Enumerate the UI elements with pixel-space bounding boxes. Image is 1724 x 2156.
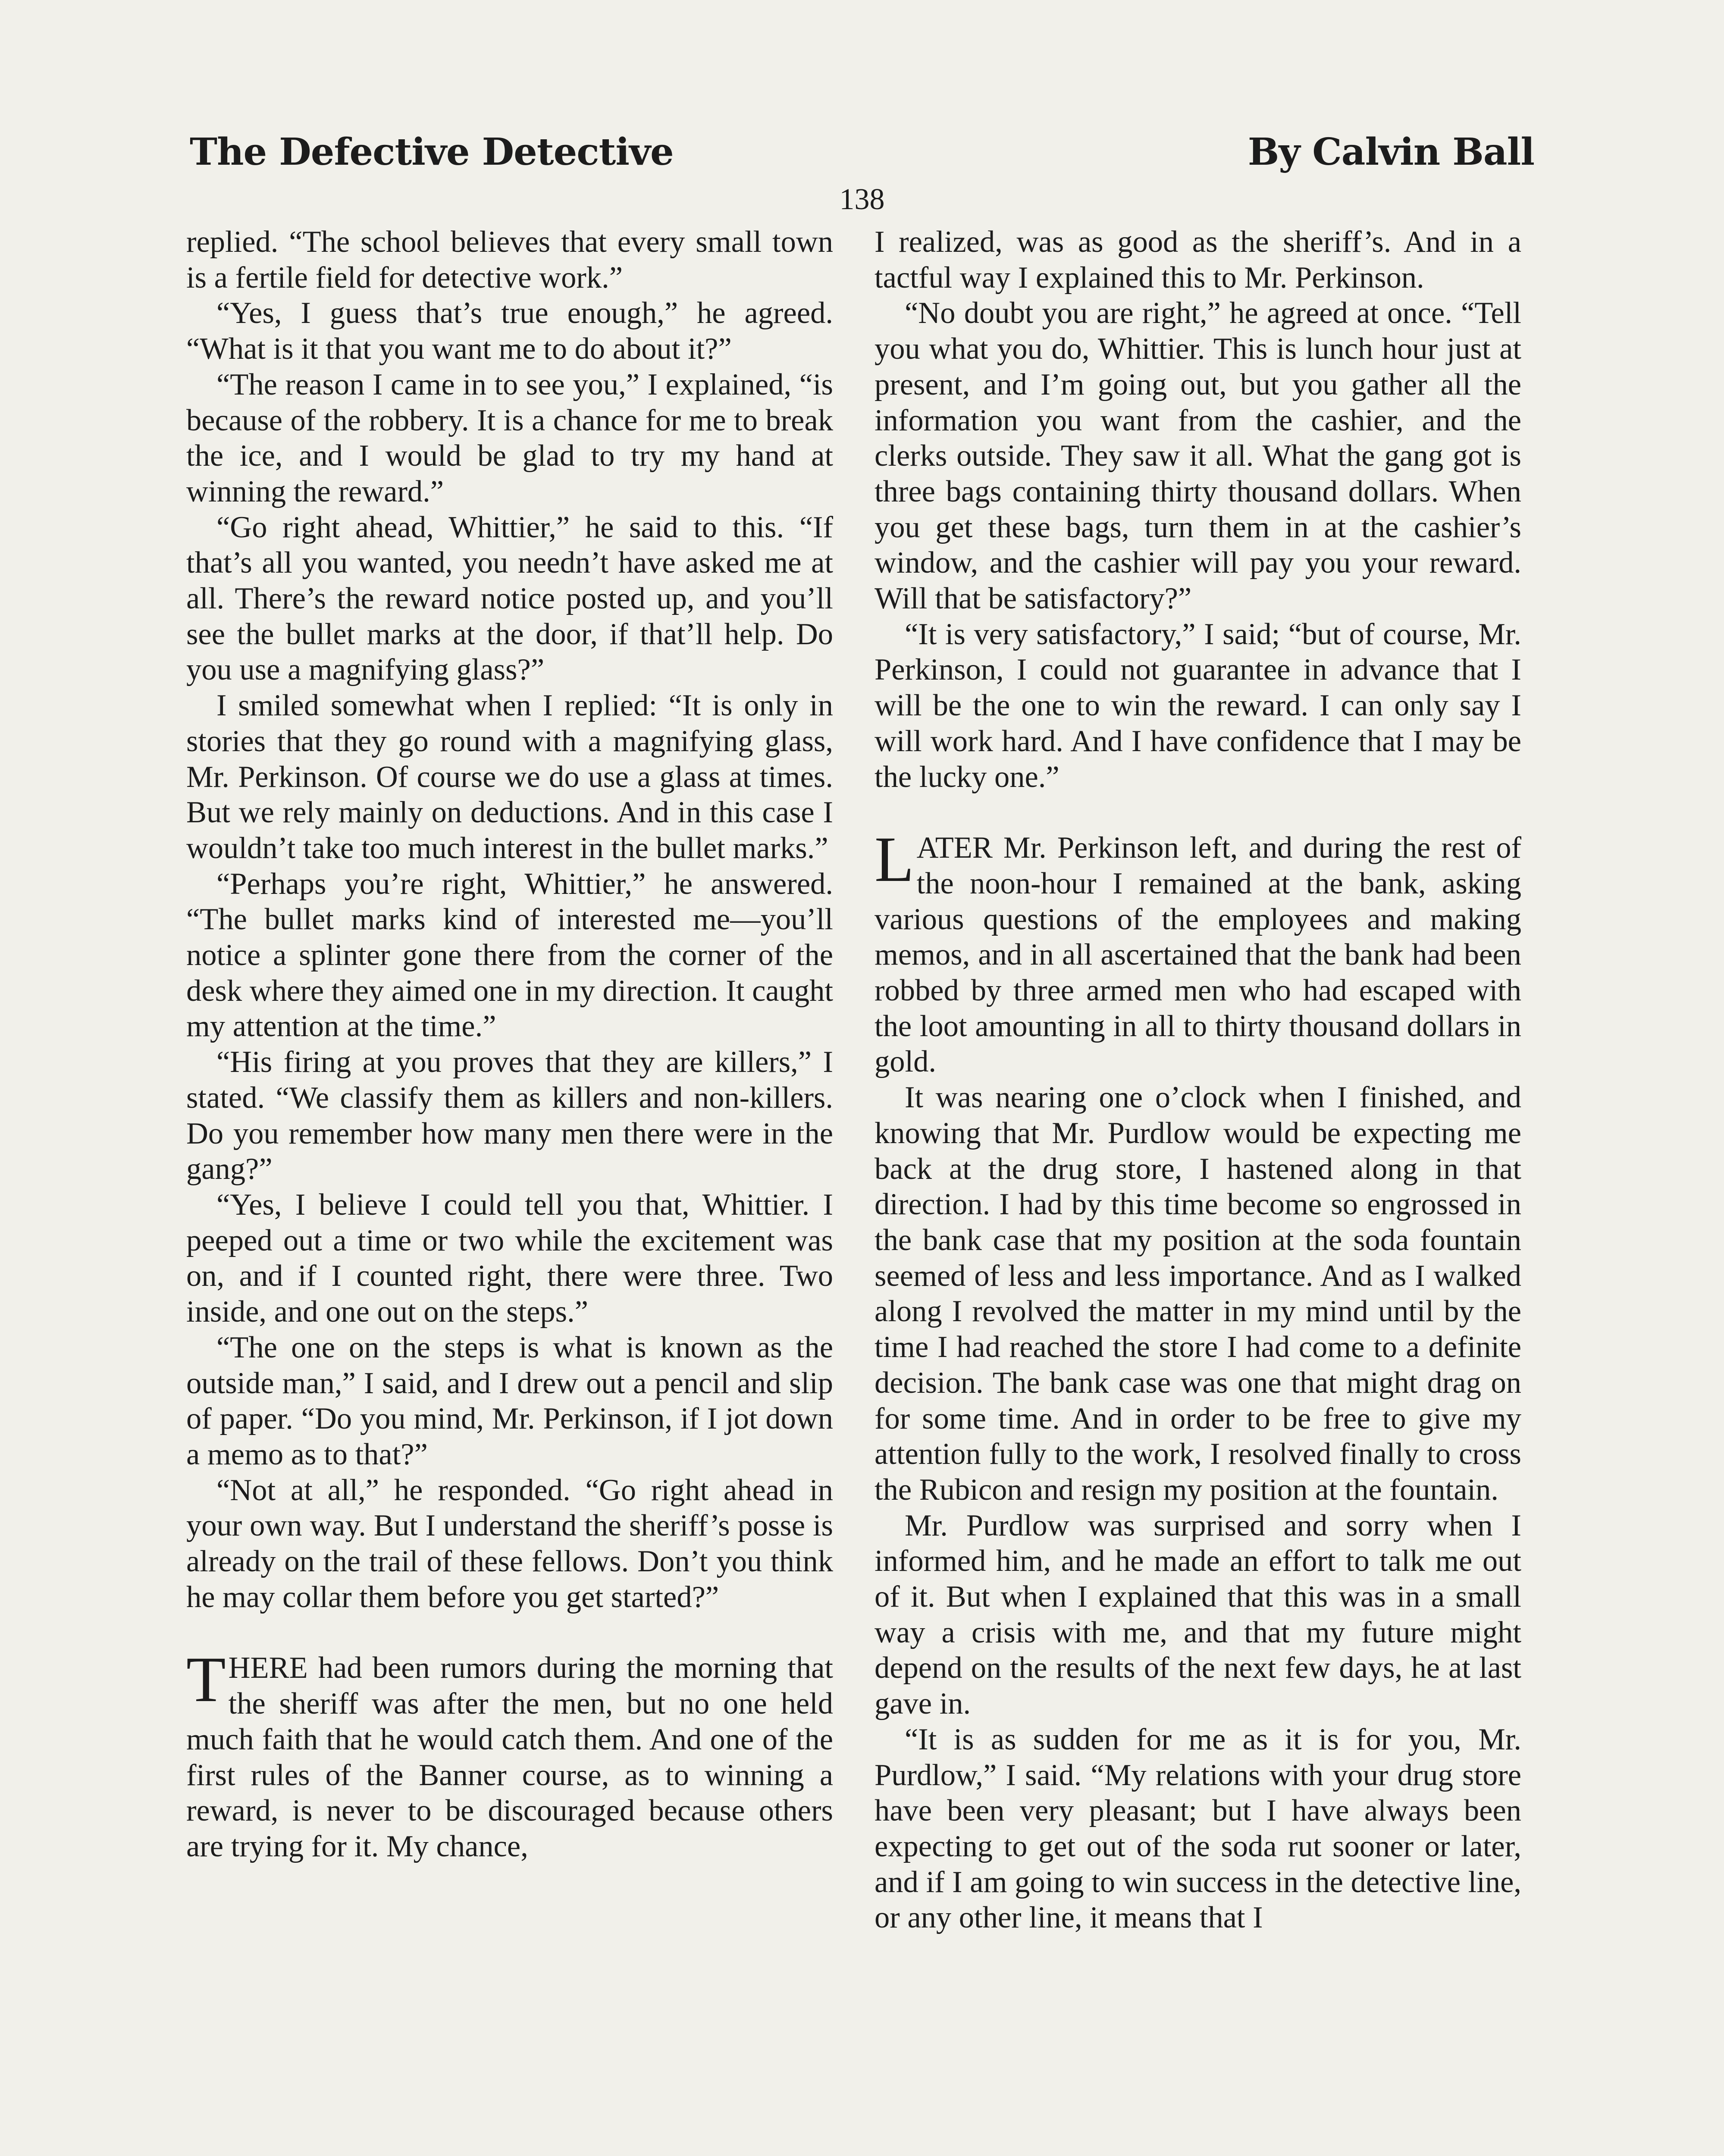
paragraph: I smiled somewhat when I replied: “It is only in stories that they go round with a magnifying glass, Mr. Perkinson. Of course we do use a glass at times. But we rely mainly on deductions. And in this case I wouldn’t take too much interest in the bullet marks.”: [186, 689, 833, 865]
right-column: [875, 224, 1521, 1936]
paragraph: “Not at all,” he responded. “Go right ahead in your own way. But I understand the sheriff’s posse is already on the trail of these fellows. Don’t you think he may collar them before you get started?”: [186, 1473, 833, 1614]
section-paragraph: [186, 1644, 833, 1864]
story-title: The Defective Detective: [190, 130, 674, 174]
paragraph: “It is as sudden for me as it is for you, Mr. Purdlow,” I said. “My relations with your drug store have been very pleasant; but I have always been expecting to get out of the soda rut sooner or later, and if I am going to win success in the detective line, or any other line, it means that I: [875, 1722, 1521, 1935]
paragraph: It was nearing one o’clock when I finished, and knowing that Mr. Purdlow would be expecting me back at the drug store, I hastened along in that direction. I had by this time become so engrossed in the bank case that my position at the soda fountain seemed of less and less importance. And as I walked along I revolved the matter in my mind until by the time I had reached the store I had come to a definite decision. The bank case was one that might drag on for some time. And in order to be free to give my attention fully to the work, I resolved finally to cross the Rubicon and resign my position at the fountain.: [875, 1081, 1521, 1507]
paragraph: “No doubt you are right,” he agreed at once. “Tell you what you do, Whittier. This is lunch hour just at present, and I’m going out, but you gather all the information you want from the cashier, and the clerks outside. They saw it all. What the gang got is three bags containing thirty thousand dollars. When you get these bags, turn them in at the cashier’s window, and the cashier will pay you your reward. Will that be satisfactory?”: [875, 296, 1521, 616]
author-byline: By Calvin Ball: [1248, 130, 1534, 174]
paragraph: “It is very satisfactory,” I said; “but of course, Mr. Perkinson, I could not guarantee in advance that I will be the one to win the reward. I can only say I will work hard. And I have confidence that I may be the lucky one.”: [875, 617, 1521, 794]
section-text: HERE had been rumors during the morning that the sheriff was after the men, but no one held much faith that he would catch them. And one of the first rules of the Banner course, as to winning a reward, is never to be discouraged because others are trying for it. My chance,: [186, 1651, 833, 1863]
paragraph: “Yes, I believe I could tell you that, Whittier. I peeped out a time or two while the excitement was on, and if I counted right, there were three. Two inside, and one out on the steps.”: [186, 1188, 833, 1329]
page-number: 138: [839, 183, 885, 216]
paragraph: “The one on the steps is what is known as the outside man,” I said, and I drew out a pencil and slip of paper. “Do you mind, Mr. Perkinson, if I jot down a memo as to that?”: [186, 1330, 833, 1471]
paragraph: Mr. Purdlow was surprised and sorry when I informed him, and he made an effort to talk me out of it. But when I explained that this was in a small way a crisis with me, and that my future might depend on the results of the next few days, he at last gave in.: [875, 1508, 1521, 1721]
section-text: ATER Mr. Perkinson left, and during the rest of the noon-hour I remained at the bank, asking various questions of the employees and making memos, and in all ascertained that the bank had been robbed by three armed men who had escaped with the loot amounting in all to thirty thousand dollars in gold.: [875, 831, 1521, 1079]
drop-cap: L: [875, 824, 914, 896]
paragraph: I realized, was as good as the sheriff’s. And in a tactful way I explained this to Mr. Perkinson.: [875, 225, 1521, 295]
section-paragraph: [875, 824, 1521, 1080]
paragraph: “Go right ahead, Whittier,” he said to this. “If that’s all you wanted, you needn’t have asked me at all. There’s the reward notice posted up, and you’ll see the bullet marks at the door, if that’ll help. Do you use a magnifying glass?”: [186, 510, 833, 687]
paragraph: “His firing at you proves that they are killers,” I stated. “We classify them as killers and non-killers. Do you remember how many men there were in the gang?”: [186, 1045, 833, 1186]
paragraph: “Perhaps you’re right, Whittier,” he answered. “The bullet marks kind of interested me—you’ll notice a splinter gone there from the corner of the desk where they aimed one in my direction. It caught my attention at the time.”: [186, 867, 833, 1044]
left-column: [186, 224, 833, 1865]
paragraph: “The reason I came in to see you,” I explained, “is because of the robbery. It is a chance for me to break the ice, and I would be glad to try my hand at winning the reward.”: [186, 367, 833, 508]
drop-cap: T: [186, 1644, 226, 1716]
paragraph: “Yes, I guess that’s true enough,” he agreed. “What is it that you want me to do about it?”: [186, 296, 833, 366]
paragraph: replied. “The school believes that every small town is a fertile field for detective work.”: [186, 225, 833, 295]
